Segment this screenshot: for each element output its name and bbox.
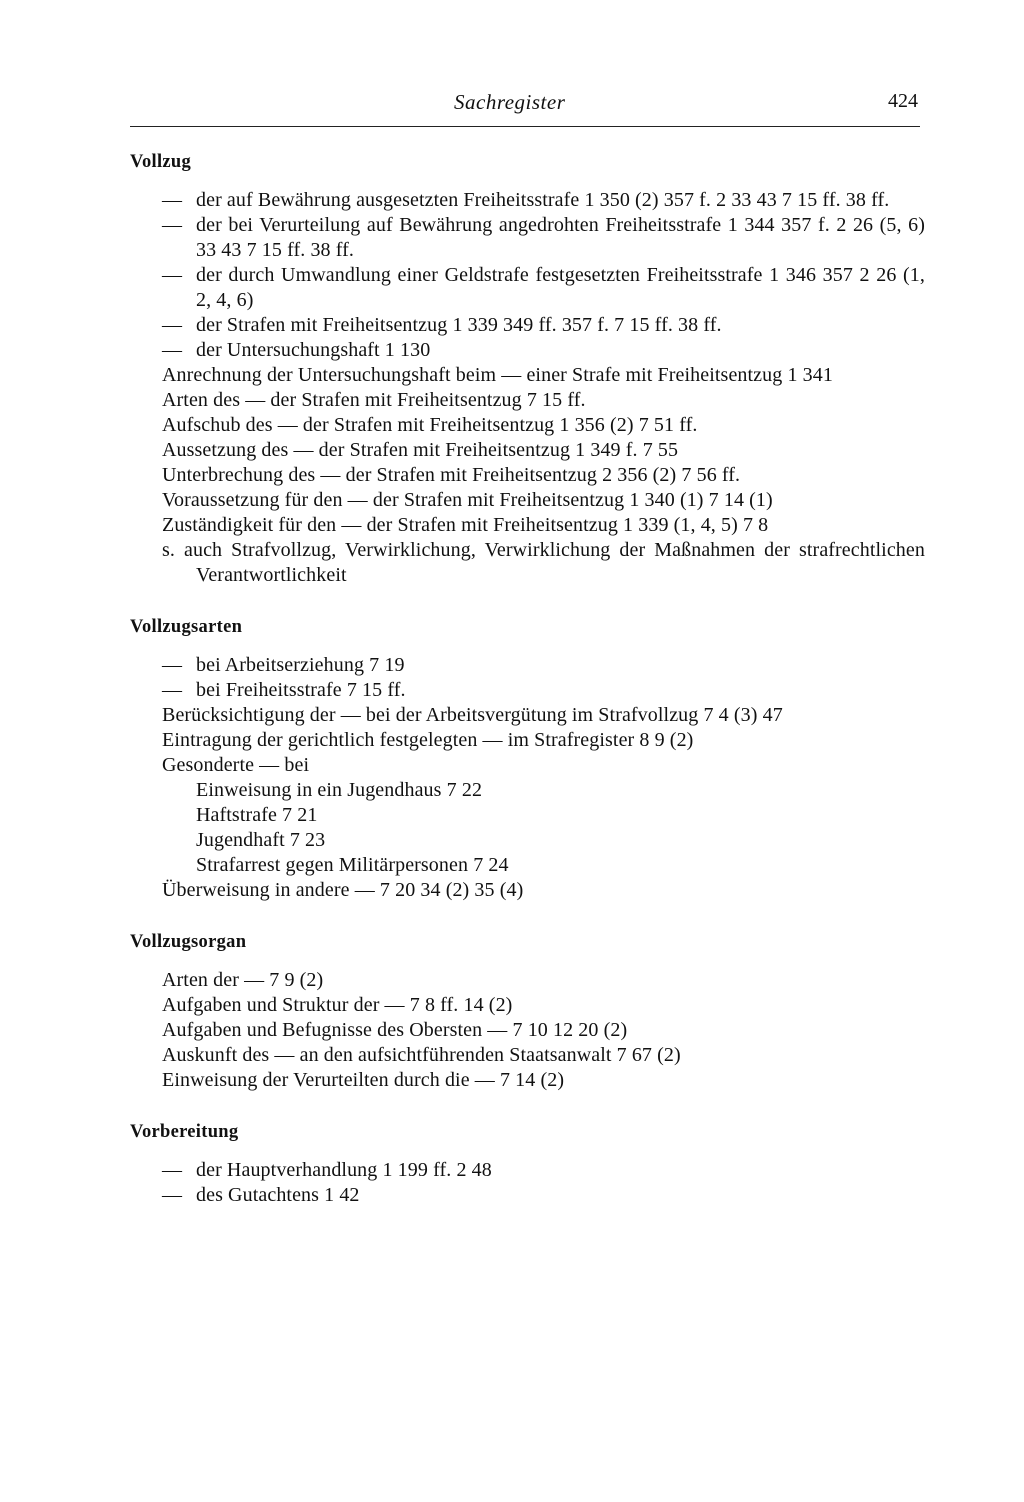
- index-entry: [130, 1018, 925, 1043]
- index-entry: [130, 728, 925, 753]
- index-entry: [130, 338, 925, 363]
- index-entry: [130, 263, 925, 313]
- index-entry: [130, 1068, 925, 1093]
- index-entry: [130, 463, 925, 488]
- index-entry: [130, 753, 925, 778]
- index-entry: [130, 213, 925, 263]
- section-heading: Vorbereitung: [130, 1122, 239, 1142]
- entry-dash: —: [162, 679, 183, 701]
- entry-text: bei Freiheitsstrafe 7 15 ff.: [196, 679, 406, 701]
- index-entry: [130, 878, 925, 903]
- entry-text: s. auch Strafvollzug, Verwirklichung, Verwirklichung der Maßnahmen der strafrechtlichen Verantwortlichkeit: [162, 539, 925, 586]
- index-entry: [130, 438, 925, 463]
- index-section: [130, 930, 925, 1093]
- entry-text: der bei Verurteilung auf Bewährung angedrohten Freiheitsstrafe 1 344 357 f. 2 26 (5, 6) 33 43 7 15 ff. 38 ff.: [196, 214, 925, 261]
- entry-text: des Gutachtens 1 42: [196, 1184, 360, 1206]
- entry-text: Anrechnung der Untersuchungshaft beim — einer Strafe mit Freiheitsentzug 1 341: [162, 364, 833, 386]
- index-entry: [130, 538, 925, 588]
- index-entry: [130, 1158, 925, 1183]
- entry-text: der auf Bewährung ausgesetzten Freiheitsstrafe 1 350 (2) 357 f. 2 33 43 7 15 ff. 38 ff.: [196, 189, 890, 211]
- page-number: 424: [888, 90, 918, 112]
- entry-dash: —: [162, 1184, 183, 1206]
- entry-dash: —: [162, 314, 183, 336]
- entry-dash: —: [162, 654, 183, 676]
- index-entry: [130, 188, 925, 213]
- index-entry: [130, 993, 925, 1018]
- entry-dash: —: [162, 264, 183, 286]
- index-entry: [130, 1183, 925, 1208]
- index-entry: [130, 413, 925, 438]
- entry-dash: —: [162, 339, 183, 361]
- index-entry: [130, 653, 925, 678]
- entry-text: Jugendhaft 7 23: [196, 829, 326, 851]
- running-title: Sachregister: [454, 90, 566, 114]
- entry-text: Zuständigkeit für den — der Strafen mit Freiheitsentzug 1 339 (1, 4, 5) 7 8: [162, 514, 769, 536]
- index-entry: [130, 513, 925, 538]
- index-section: [130, 150, 925, 588]
- section-heading: Vollzug: [130, 152, 192, 172]
- index-entry: [130, 363, 925, 388]
- section-heading: Vollzugsorgan: [130, 932, 247, 952]
- entry-text: Aufgaben und Befugnisse des Obersten — 7 10 12 20 (2): [162, 1019, 628, 1041]
- entry-text: Voraussetzung für den — der Strafen mit Freiheitsentzug 1 340 (1) 7 14 (1): [162, 489, 773, 511]
- entry-text: Eintragung der gerichtlich festgelegten — im Strafregister 8 9 (2): [162, 729, 694, 751]
- index-subentry: [130, 853, 925, 878]
- index-entry: [130, 968, 925, 993]
- section-heading: Vollzugsarten: [130, 617, 243, 637]
- index-entry: [130, 313, 925, 338]
- entry-text: Gesonderte — bei: [162, 754, 310, 776]
- index-subentry: [130, 778, 925, 803]
- entry-text: Auskunft des — an den aufsichtführenden Staatsanwalt 7 67 (2): [162, 1044, 681, 1066]
- entry-text: Überweisung in andere — 7 20 34 (2) 35 (4): [162, 879, 524, 901]
- index-entry: [130, 678, 925, 703]
- index-entry: [130, 488, 925, 513]
- entry-text: Aufschub des — der Strafen mit Freiheitsentzug 1 356 (2) 7 51 ff.: [162, 414, 698, 436]
- entry-text: Aussetzung des — der Strafen mit Freiheitsentzug 1 349 f. 7 55: [162, 439, 679, 461]
- entry-text: Berücksichtigung der — bei der Arbeitsvergütung im Strafvollzug 7 4 (3) 47: [162, 704, 783, 726]
- index-section: [130, 1120, 925, 1208]
- entry-dash: —: [162, 214, 183, 236]
- index-entry: [130, 388, 925, 413]
- index-content: [130, 150, 925, 1208]
- entry-text: Aufgaben und Struktur der — 7 8 ff. 14 (2): [162, 994, 513, 1016]
- entry-text: Unterbrechung des — der Strafen mit Freiheitsentzug 2 356 (2) 7 56 ff.: [162, 464, 741, 486]
- entry-text: der Hauptverhandlung 1 199 ff. 2 48: [196, 1159, 492, 1181]
- entry-text: Einweisung in ein Jugendhaus 7 22: [196, 779, 483, 801]
- entry-text: Einweisung der Verurteilten durch die — 7 14 (2): [162, 1069, 565, 1091]
- index-subentry: [130, 803, 925, 828]
- entry-text: bei Arbeitserziehung 7 19: [196, 654, 405, 676]
- entry-text: Arten der — 7 9 (2): [162, 969, 324, 991]
- index-subentry: [130, 828, 925, 853]
- index-entry: [130, 1043, 925, 1068]
- entry-text: Arten des — der Strafen mit Freiheitsentzug 7 15 ff.: [162, 389, 586, 411]
- entry-text: der Strafen mit Freiheitsentzug 1 339 349 ff. 357 f. 7 15 ff. 38 ff.: [196, 314, 722, 336]
- index-entry: [130, 703, 925, 728]
- entry-text: der durch Umwandlung einer Geldstrafe festgesetzten Freiheitsstrafe 1 346 357 2 26 (1, 2, 4, 6): [196, 264, 925, 311]
- entry-dash: —: [162, 189, 183, 211]
- page-header: [130, 86, 920, 127]
- index-section: [130, 615, 925, 903]
- entry-text: Haftstrafe 7 21: [196, 804, 318, 826]
- entry-text: der Untersuchungshaft 1 130: [196, 339, 431, 361]
- entry-text: Strafarrest gegen Militärpersonen 7 24: [196, 854, 509, 876]
- entry-dash: —: [162, 1159, 183, 1181]
